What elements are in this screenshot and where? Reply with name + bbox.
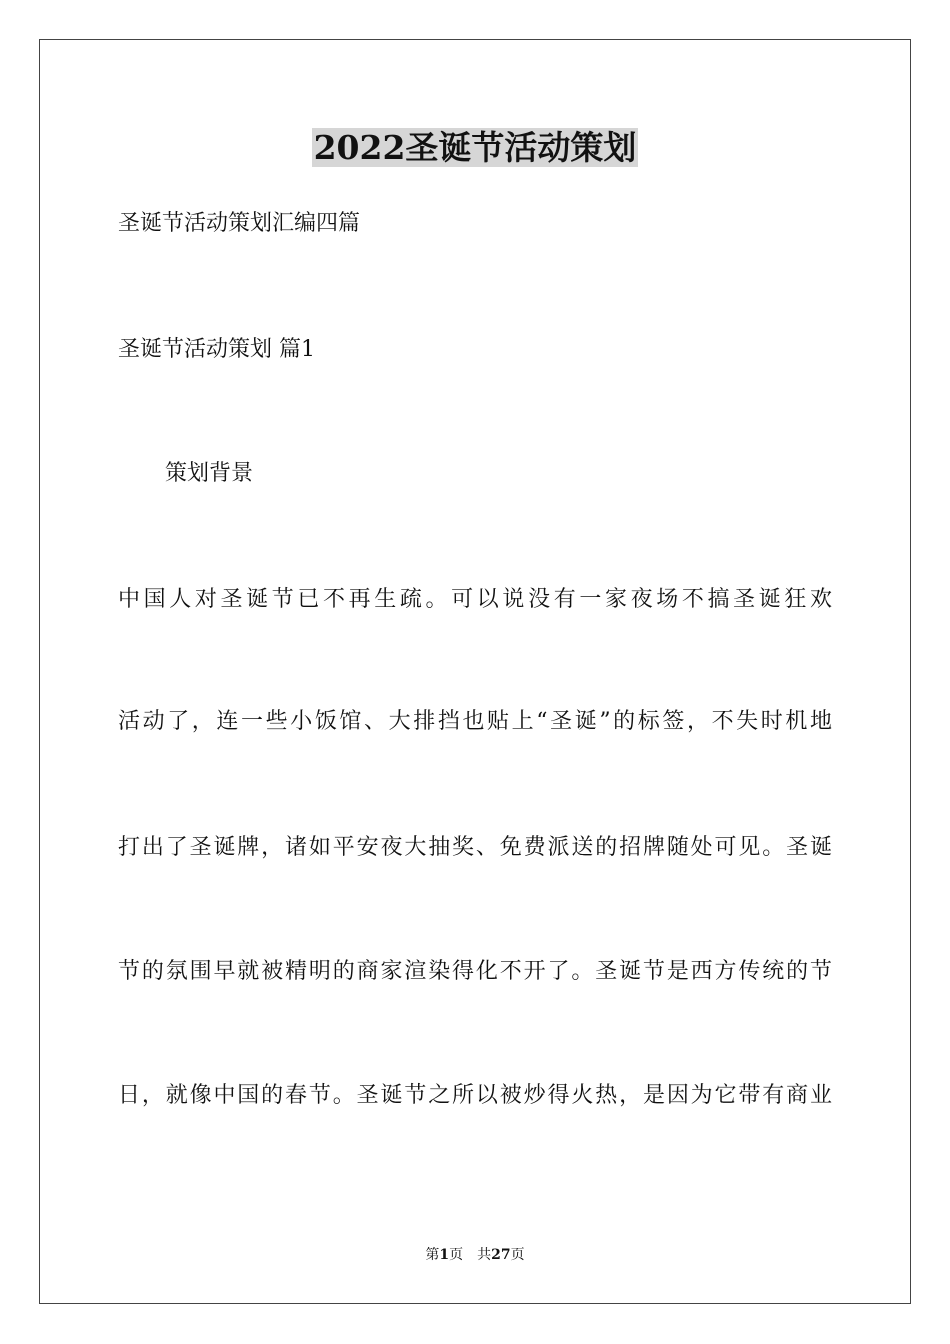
page-footer: [0, 1245, 950, 1265]
body-line: 日，就像中国的春节。圣诞节之所以被炒得火热，是因为它带有商业: [118, 1083, 832, 1108]
body-line: 节的氛围早就被精明的商家渲染得化不开了。圣诞节是西方传统的节: [118, 959, 832, 984]
footer-page-number: 1: [439, 1247, 450, 1263]
body-line: 打出了圣诞牌，诸如平安夜大抽奖、免费派送的招牌随处可见。圣诞: [118, 835, 832, 860]
footer-total-prefix: 共: [477, 1247, 492, 1263]
section-heading: 圣诞节活动策划 篇1: [118, 337, 315, 362]
document-title-text: 2022圣诞节活动策划: [313, 128, 637, 167]
footer-total-suffix: 页: [510, 1247, 525, 1263]
footer-page-prefix: 第: [425, 1247, 440, 1263]
footer-total-pages: 27: [491, 1247, 511, 1263]
subsection-heading: 策划背景: [165, 461, 254, 486]
body-line: 活动了，连一些小饭馆、大排挡也贴上“圣诞”的标签，不失时机地: [118, 709, 832, 734]
document-subtitle: 圣诞节活动策划汇编四篇: [118, 211, 361, 236]
footer-page-suffix: 页: [449, 1247, 464, 1263]
body-line: 中国人对圣诞节已不再生疏。可以说没有一家夜场不搞圣诞狂欢: [118, 587, 832, 612]
document-title: [0, 124, 950, 172]
